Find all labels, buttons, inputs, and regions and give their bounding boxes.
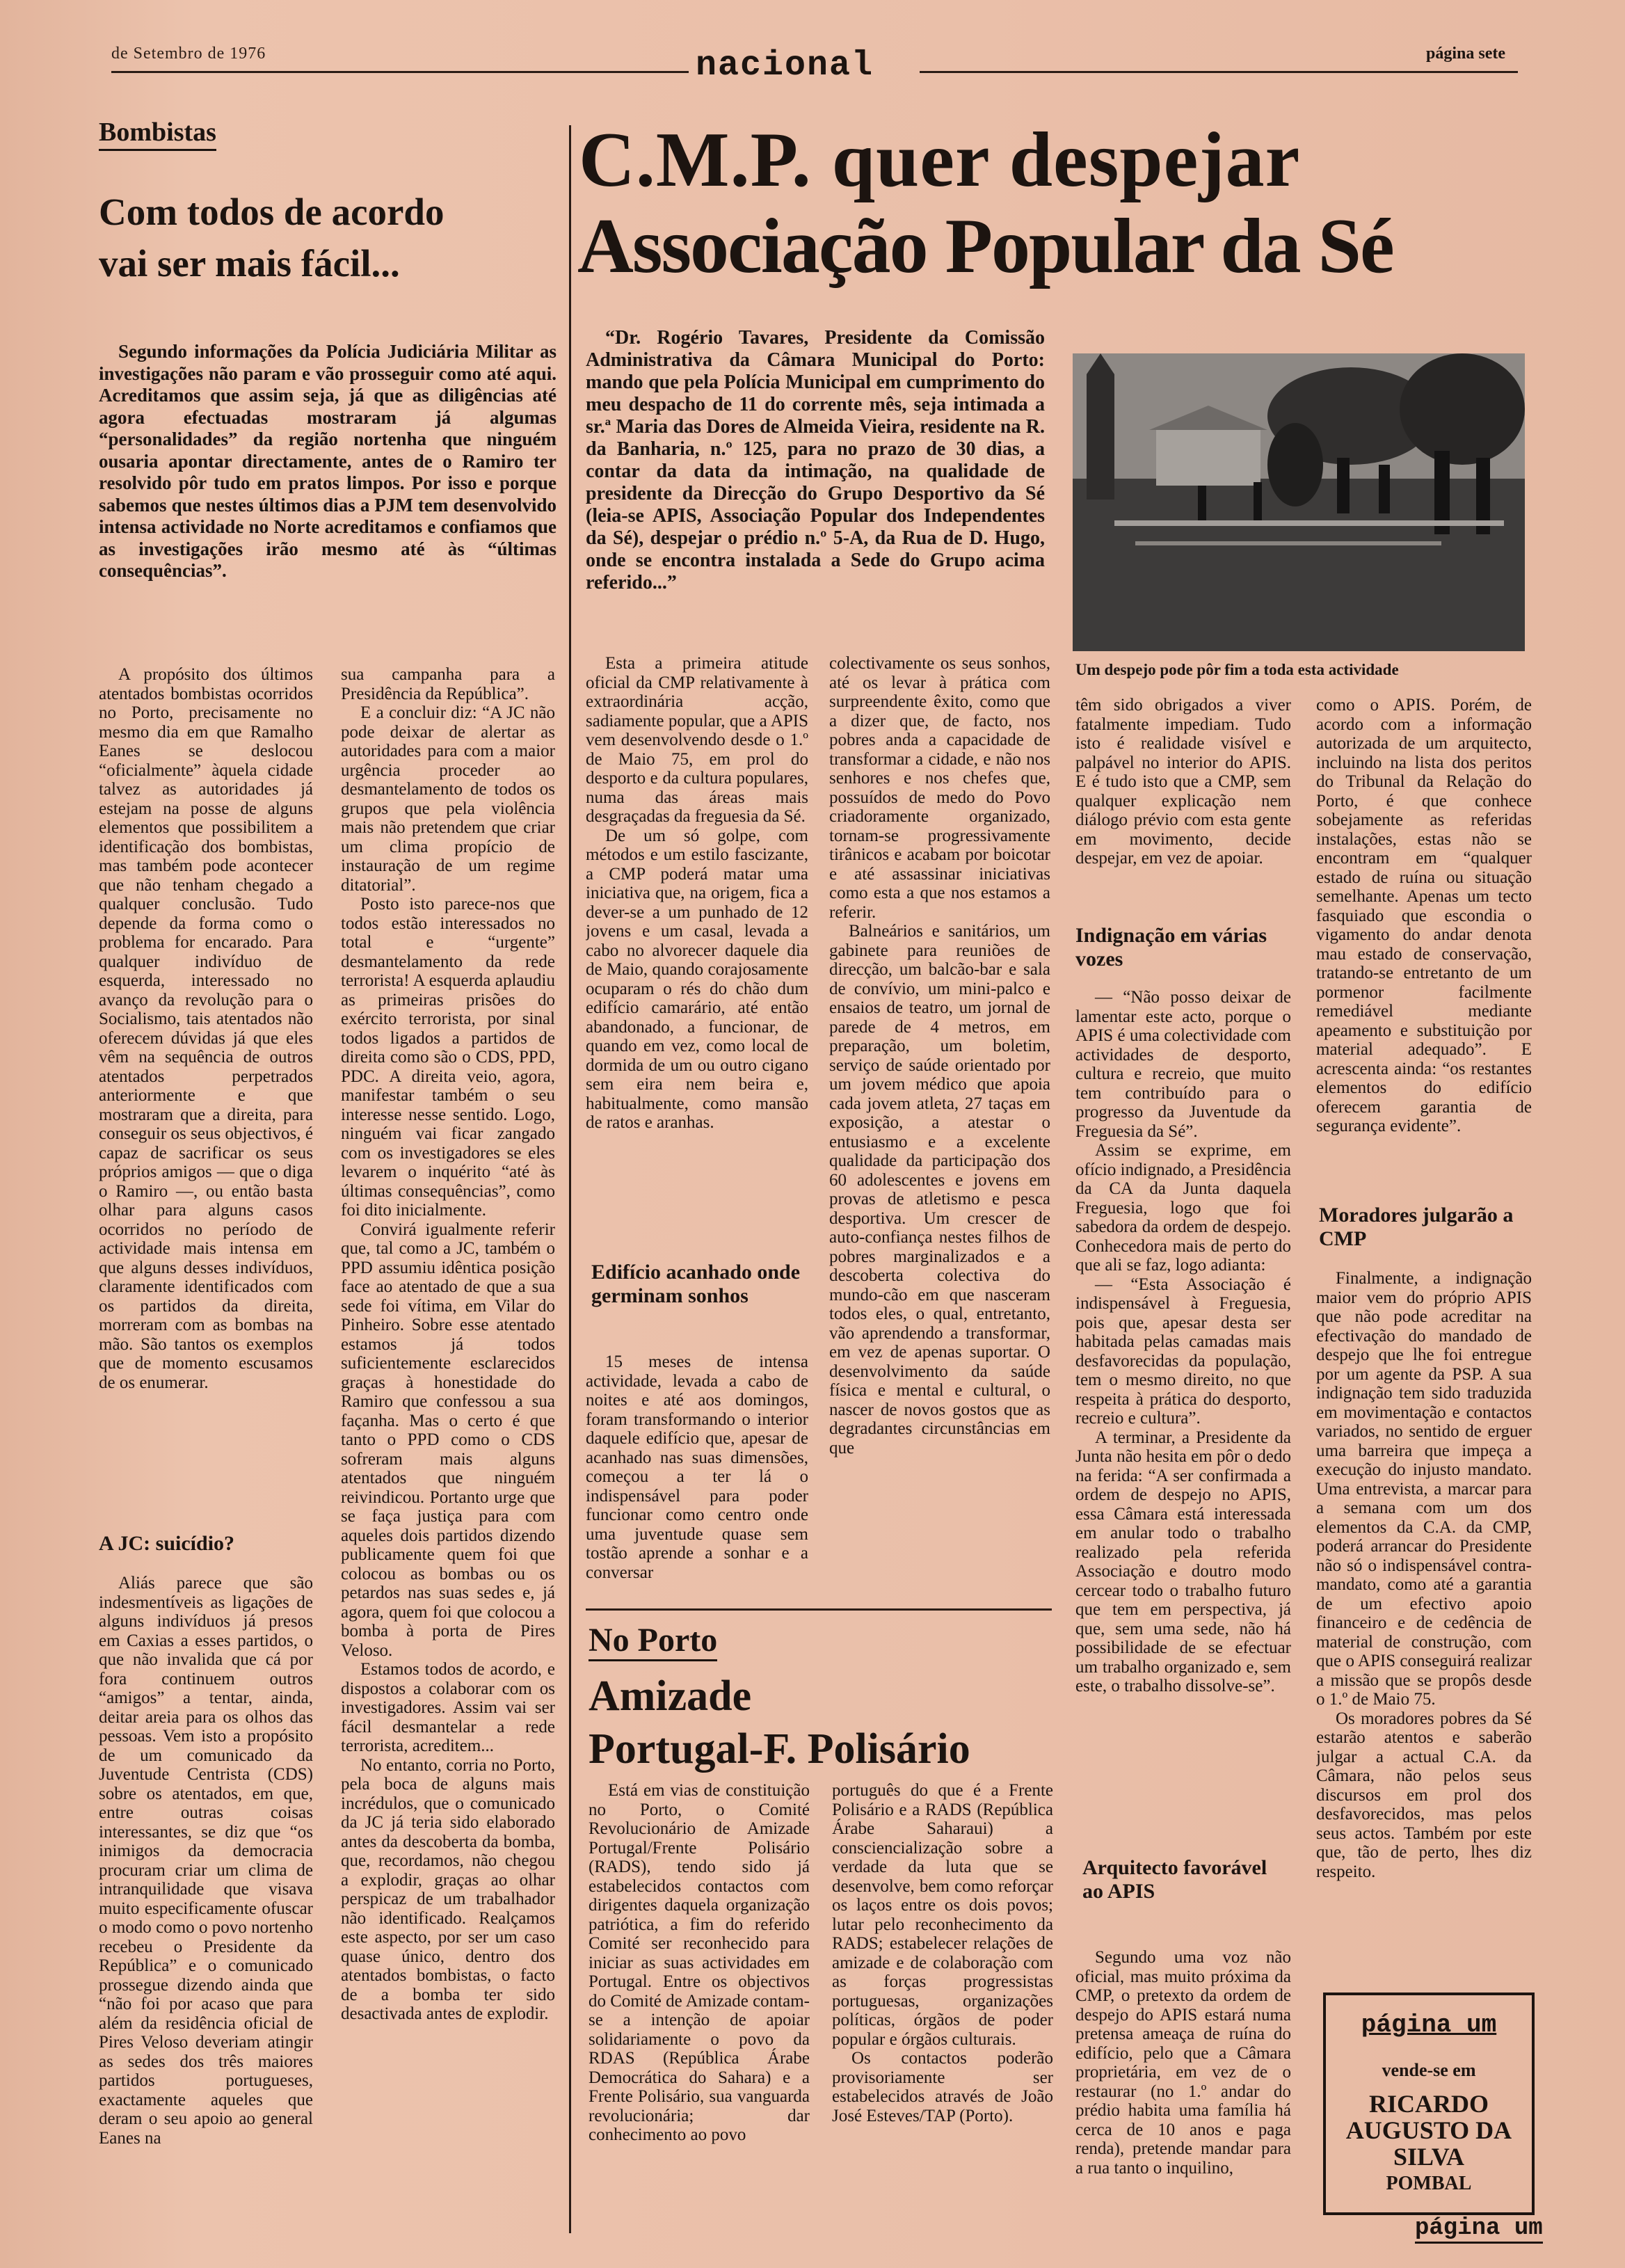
left-lead-paragraph: Segundo informações da Polícia Judiciária Militar as investigações não param e vão prosseguir como até aqui. Acreditamos que assim seja, já que as diligências até agora efectuadas mostraram já algumas “personalidades” da região nortenha que ninguém ousaria apontar directamente, antes de o Ramiro ter resolvido pôr tudo em pratos limpos. Por isso e porque sabemos que nestes últimos dias a PJM tem desenvolvido intensa actividade no Norte acreditamos e confiamos que as investigações irão mesmo até às “últimas consequências”. bbox=[99, 341, 557, 581]
footer-page-label: página um bbox=[1415, 2215, 1543, 2244]
porto-col2 bbox=[832, 1781, 1053, 2226]
main-headline-line2: Associação Popular da Sé bbox=[577, 203, 1393, 289]
section-title: nacional bbox=[696, 46, 874, 86]
main-col3-p1: têm sido obrigados a viver fatalmente impediam. Tudo isto é realidade visível e palpável no interior do APIS. E é tudo isto que a CMP, sem qualquer explicação nem diálogo prévio com esta gente em movimento, decide despejar, em vez de apoiar. bbox=[1075, 696, 1291, 868]
main-col1-p1: Esta a primeira atitude oficial da CMP relativamente à extraordinária acção, sadiamente popular, que a APIS vem desenvolvendo desde o 1.º de Maio 75, em prol do desporto e da cultura populares, numa das áreas mais desgraçadas da freguesia da Sé. bbox=[586, 654, 808, 826]
main-col3-p3: Assim se exprime, em ofício indignado, a Presidência da CA da Junta daquela Freguesia, logo que foi sabedora da ordem de despejo. Conhecedora mais de perto do que ali se faz, logo adianta: bbox=[1075, 1141, 1291, 1275]
main-col1-top bbox=[586, 654, 808, 1252]
main-headline bbox=[577, 117, 1537, 289]
left-col1-top bbox=[99, 665, 313, 1528]
left-col2-p3: Posto isto parece-nos que todos estão interessados no total e “urgente” desmantelamento da rede terrorista! A esquerda aplaudiu as primeiras prisões do exército terrorista, por sinal todos ligados a partidos de direita como são o CDS, PPD, PDC. A direita veio, agora, manifestar também o seu interesse nesse sentido. Logo, ninguém vai ficar zangado com os investigadores se eles levarem o inquérito “até às últimas consequências”, como foi dito inicialmente. bbox=[341, 895, 555, 1220]
main-col2-p1: colectivamente os seus sonhos, até os levar à prática com surpreendente êxito, como que a dizer que, de facto, nos pobres anda a capacidade de transformar a cidade, e não nos senhores e nos chefes que, possuídos de medo do Povo criadoramente organizado, tornam-se progressivamente tirânicos e acabam por boicotar e até assassinar iniciativas como esta a que nos estamos a referir. bbox=[829, 654, 1050, 922]
main-col3-middle bbox=[1075, 988, 1291, 1840]
main-quote bbox=[586, 327, 1045, 594]
main-col4-p2: Finalmente, a indignação maior vem do próprio APIS que não pode acreditar na efectivação do mandado de despejo que lhe foi entregue por um agente da PSP. A sua indignação tem sido traduzida em movimentação e contactos variados, no sentido de erguer uma barreira que impeça a execução do injusto mandato. Uma entrevista, a marcar para a semana com um dos elementos da C.A. da CMP, poderá arrancar do Presidente não só o indispensável contra-mandato, como até a garantia de um efectivo apoio financeiro e de cedência de material de construção, com que o APIS conseguirá realizar a missão que se propôs desde o 1.º de Maio 75. bbox=[1316, 1269, 1532, 1709]
left-col1-p2: Aliás parece que são indesmentíveis as ligações de alguns indivíduos já presos em Caxias a esses partidos, o que não invalida que cá por fora continuem outros “amigos” a tentar, ainda, deitar areia para os olhos das pessoas. Vem isto a propósito de um comunicado da Juventude Centrista (CDS) sobre os atentados, em que, entre outras coisas interessantes, se diz que “os inimigos da democracia procuram criar um clima de intranquilidade que visava muito especificamente ofuscar o modo como o povo nortenho recebeu o Presidente da República” e o comunicado prossegue dizendo ainda que “não foi por acaso que para além da residência oficial de Pires Veloso deveriam atingir as sedes dos três maiores partidos portugueses, exactamente aqueles que deram o seu apoio ao general Eanes na bbox=[99, 1574, 313, 2148]
column-divider bbox=[569, 125, 571, 2233]
main-quote-text: “Dr. Rogério Tavares, Presidente da Comissão Administrativa da Câmara Municipal do Porto: mando que pela Polícia Municipal em cumprimento do meu despacho de 11 do corrente mês, seja intimada a sr.ª Maria das Dores de Almeida Vieira, residente na R. da Banharia, n.º 125, para no prazo de 30 dias, a contar da data da intimação, na qualidade de presidente da Direcção do Grupo Desportivo da Sé (leia-se APIS, Associação Popular dos Independentes da Sé), despejar o prédio n.º 5-A, da Rua de D. Hugo, onde se encontra instalada a Sede do Grupo acima referido...” bbox=[586, 327, 1045, 593]
porto-col2-p1: português do que é a Frente Polisário e a RADS (República Árabe Saharaui) a consciencialização sobre a verdade da luta que se desenvolve, bem como reforçar os laços entre os dois povos; lutar pelo reconhecimento da RADS; estabelecer relações de amizade e de colaboração com as forças progressistas portuguesas, organizações políticas, órgãos de poder popular e órgãos culturais. bbox=[832, 1781, 1053, 2049]
photo-illustration bbox=[1073, 353, 1525, 651]
main-col3-top bbox=[1075, 696, 1291, 904]
main-headline-line1: C.M.P. quer despejar bbox=[579, 117, 1301, 203]
main-col3-subhead1: Indignação em várias vozes bbox=[1075, 924, 1267, 971]
header-rule-right bbox=[920, 71, 1518, 73]
porto-rule bbox=[586, 1608, 1052, 1611]
main-col2 bbox=[829, 654, 1050, 1600]
left-col2-p4: Convirá igualmente referir que, tal como a JC, também o PPD assumiu idêntica posição face ao atentado de que a sua sede foi vítima, em Vilar do Pinheiro. Sobre esse atentado estamos já todos suficientemente esclarecidos graças à honestidade do Ramiro que confessou a sua façanha. Mas o certo é que tanto o PPD como o CDS sofreram mais alguns atentados que ninguém reivindicou. Portanto urge que se faça justiça para com aqueles dois partidos dizendo publicamente quem foi que colocou as bombas ou os petardos nas suas sedes e, já agora, quem foi que colocou a bomba à porta de Pires Veloso. bbox=[341, 1220, 555, 1660]
porto-col1-text: Está em vias de constituição no Porto, o Comité Revolucionário de Amizade Portugal/Frente Polisário (RADS), tendo sido já estabelecidos contactos com dirigentes daquela organização patriótica, a fim do referido Comité ser reconhecido para iniciar as suas actividades em Portugal. Entre os objectivos do Comité de Amizade contam-se a intenção de apoiar solidariamente o povo da RDAS (República Árabe Democrática do Sahara) e a Frente Polisário, sua vanguarda revolucionária; dar conhecimento ao povo bbox=[589, 1781, 810, 2144]
main-col2-p2: Balneários e sanitários, um gabinete para reuniões de direcção, um balcão-bar e sala de convívio, um mini-palco e ensaios de teatro, um jornal de parede de 4 metros, em preparação, um boletim, serviço de saúde orientado por um jovem médico que apoia cada jovem atleta, 27 taças em exposição, a atestar o entusiasmo e a excelente qualidade da participação dos 60 adolescentes e jovens em provas de atletismo e pesca desportiva. Um crescer de auto-confiança nestes filhos de pobres marginalizados e a descoberta colectiva do mundo-cão em que nasceram todos eles, o qual, entretanto, vão aprendendo a transformar, em vez de apenas suportar. O desenvolvimento da saúde física e mental e cultural, o nascer de novos gostos que as degradantes circunstâncias em que bbox=[829, 922, 1050, 1458]
porto-headline bbox=[589, 1670, 1062, 1775]
left-col1-bottom bbox=[99, 1574, 313, 2228]
main-col1-p2: De um só golpe, com métodos e um estilo fascizante, a CMP poderá matar uma iniciativa que, na origem, fica a dever-se a um punhado de 12 jovens e um casal, levada a cabo no alvorecer daquele dia de Maio, quando corajosamente ocuparam o rés do chão dum edifício camarário, até então abandonado, a funcionar, de quando em vez, como local de dormida de um ou outro cigano sem eira nem beira e, habitualmente, como mansão de ratos e aranhas. bbox=[586, 826, 808, 1132]
main-col1-p3: 15 meses de intensa actividade, levada a cabo de noites e até aos domingos, foram transformando o interior daquele edifício que, apesar de acanhado nas suas dimensões, começou a ter lá o indispensável para poder funcionar como centro onde uma juventude quase sem tostão aprende a sonhar e a conversar bbox=[586, 1352, 808, 1582]
main-col3-bottom bbox=[1075, 1948, 1291, 2226]
main-col3-subhead2: Arquitecto favorável ao APIS bbox=[1082, 1856, 1267, 1903]
left-col1-p1: A propósito dos últimos atentados bombistas ocorridos no Porto, precisamente no mesmo dia em que Ramalho Eanes se deslocou “oficialmente” àquela cidade talvez as autoridades já estejam na posse de alguns elementos que possibilitem a identificação dos bombistas, mas também pode acontecer que não tenham chegado a qualquer conclusão. Tudo depende da forma como o problema for encarado. Para qualquer indivíduo de esquerda, interessado no avanço da revolução para o Socialismo, tais atentados não oferecem dúvidas já que eles vêm na sequência de outros atentados perpetrados anteriormente e que mostraram que a direita, para conseguir os seus objectivos, é capaz de sacrificar os seus próprios amigos — que o diga o Ramiro —, ou então basta olhar para alguns casos ocorridos no período de actividade mais intensa em que alguns desses indivíduos, claramente identificados com os partidos da direita, morreram com as bombas na mão. São tantos os exemplos que de momento escusamos de os enumerar. bbox=[99, 665, 313, 1392]
left-col2-p6: No entanto, corria no Porto, pela boca de alguns mais incrédulos, que o comunicado da JC já teria sido elaborado antes da descoberta da bomba, que, recordamos, não chegou a explodir, graças ao olhar perspicaz de um trabalhador não identificado. Realçamos este aspecto, por ser um caso quase único, dentro dos atentados bombistas, o facto de a bomba ter sido desactivada antes de explodir. bbox=[341, 1755, 555, 2023]
ad-place: POMBAL bbox=[1386, 2173, 1472, 2194]
main-col4-bottom bbox=[1316, 1269, 1532, 1972]
apis-photo bbox=[1073, 353, 1525, 651]
left-col2-p5: Estamos todos de acordo, e dispostos a colaborar com os investigadores. Assim vai ser fácil desmantelar a rede terrorista, acreditem... bbox=[341, 1660, 555, 1755]
porto-col2-p2: Os contactos poderão provisoriamente ser estabelecidos através de João José Esteves/TAP (Porto). bbox=[832, 2049, 1053, 2125]
main-col4-subhead: Moradores julgarão a CMP bbox=[1319, 1204, 1514, 1250]
porto-headline-line2: Portugal-F. Polisário bbox=[589, 1725, 970, 1773]
left-kicker: Bombistas bbox=[99, 117, 216, 151]
main-col3-p2: — “Não posso deixar de lamentar este acto, porque o APIS é uma colectividade com actividades de desporto, cultura e recreio, que muito tem contribuído para o progresso da Juventude da Freguesia da Sé”. bbox=[1075, 988, 1291, 1141]
left-headline: Com todos de acordo vai ser mais fácil... bbox=[99, 191, 445, 285]
main-col3-p5: A terminar, a Presidente da Junta não hesita em pôr o dedo na ferida: “A ser confirmada a ordem de despejo no APIS, essa Câmara está interessada em anular todo o trabalho realizado pela referida Associação e doutro modo cercear todo o trabalho futuro que tem em perspectiva, já que, sem uma sede, não há possibilidade de se efectuar um trabalho organizado e, sem este, o trabalho dissolve-se”. bbox=[1075, 1428, 1291, 1695]
porto-col1 bbox=[589, 1781, 810, 2226]
ad-vendor-name: RICARDO AUGUSTO DA SILVA bbox=[1345, 2090, 1512, 2171]
left-col2-p2: E a concluir diz: “A JC não pode deixar de alertar as autoridades para com a maior urgência proceder ao desmantelamento de todos os grupos que pela violência mais não pretendem que criar um clima propício de instauração de um regime ditatorial”. bbox=[341, 703, 555, 895]
main-col4-p3: Os moradores pobres da Sé estarão atentos e saberão julgar a actual C.A. da Câmara, não pelos seus discursos em prol dos desfavorecidos, mas pelos seus actos. Também por este que, tão de perto, lhes diz respeito. bbox=[1316, 1709, 1532, 1881]
ad-title: página um bbox=[1361, 2011, 1497, 2039]
vendor-ad-box bbox=[1323, 1993, 1535, 2215]
issue-date: de Setembro de 1976 bbox=[111, 45, 266, 63]
porto-kicker: No Porto bbox=[589, 1621, 717, 1661]
left-col2 bbox=[341, 665, 555, 2230]
ad-line1: vende-se em bbox=[1382, 2060, 1476, 2080]
main-col3-p6: Segundo uma voz não oficial, mas muito próxima da CMP, o pretexto da ordem de despejo do APIS estará numa pretensa ameaça de ruína do edifício, pelo que a Câmara proprietária, em vez de o restaurar (no 1.º andar do prédio habita uma família há cerca de 10 anos e paga renda), pretende mandar para a rua tanto o inquilino, bbox=[1075, 1948, 1291, 2178]
main-col3-p4: — “Esta Associação é indispensável à Freguesia, pois que, apesar desta ser habitada pelas camadas mais desfavorecidas da população, tem o mesmo direito, no que respeita à prática do desporto, recreio e cultura”. bbox=[1075, 1275, 1291, 1428]
main-col1-subhead: Edifício acanhado onde germinam sonhos bbox=[591, 1261, 801, 1307]
main-col4-top bbox=[1316, 696, 1532, 1186]
porto-headline-line1: Amizade bbox=[589, 1672, 752, 1720]
photo-caption: Um despejo pode pôr fim a toda esta actividade bbox=[1075, 661, 1399, 678]
header-rule-left bbox=[111, 71, 689, 73]
left-col2-p1: sua campanha para a Presidência da República”. bbox=[341, 665, 555, 703]
left-lead bbox=[99, 341, 557, 582]
page-label: página sete bbox=[1426, 45, 1505, 63]
left-col1-subhead: A JC: suicídio? bbox=[99, 1532, 235, 1555]
main-col4-p1: como o APIS. Porém, de acordo com a informação autorizada de um arquitecto, incluindo na lista dos peritos do Tribunal da Relação do Porto, é que conhece sobejamente as referidas instalações, estas não se encontram em “qualquer estado de ruína ou situação semelhante. Apenas um tecto fasquiado que escondia o vigamento do andar denota mau estado de conservação, tratando-se entretanto de um pormenor facilmente remediável mediante apeamento e substituição por material adequado”. E acrescenta ainda: “os restantes elementos do edifício oferecem garantia de segurança evidente”. bbox=[1316, 696, 1532, 1135]
main-col1-bottom bbox=[586, 1352, 808, 1599]
